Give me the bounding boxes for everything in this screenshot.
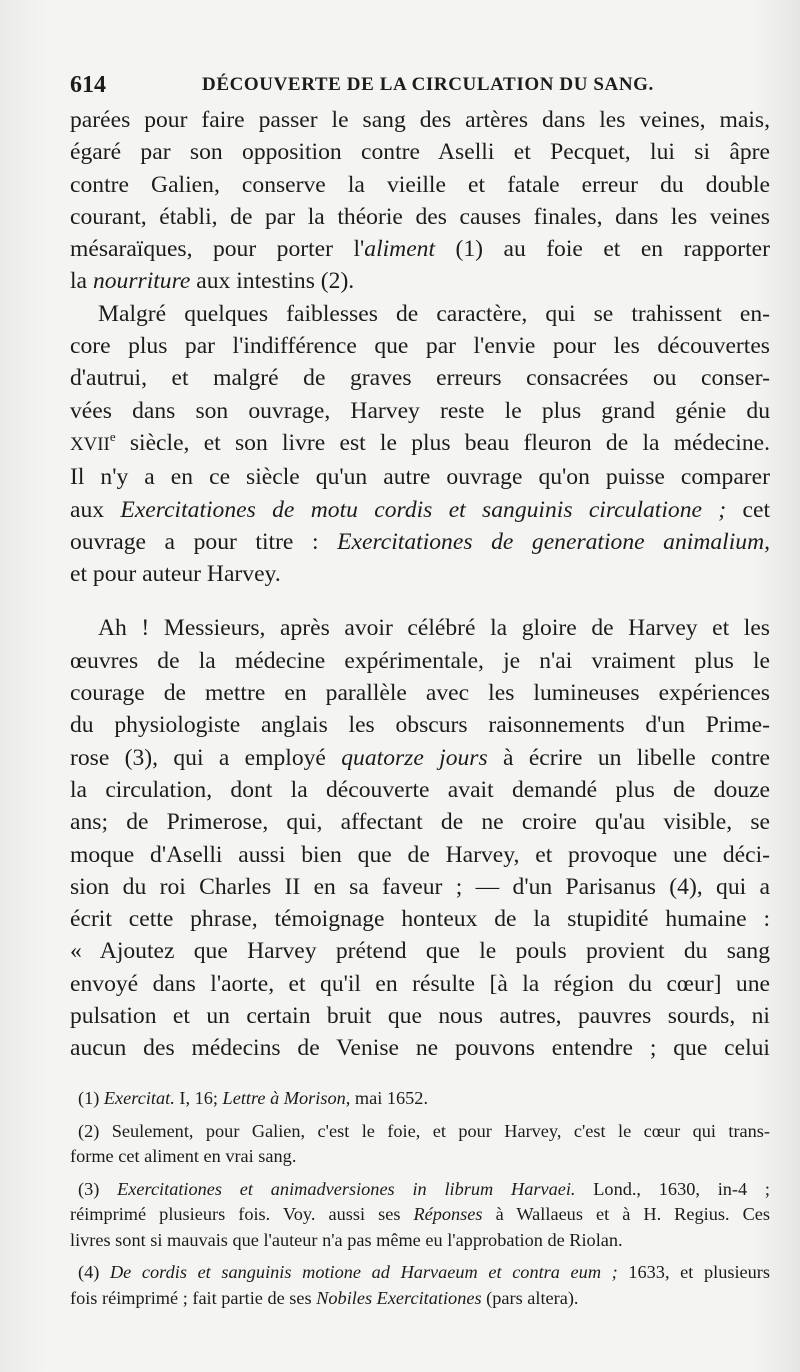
text-line: courant, établi, de par la théorie des causes finales, dans les veines	[70, 203, 770, 230]
text-run: cet	[726, 496, 771, 523]
italic-term: quatorze jours	[341, 744, 488, 771]
text-run: à écrire un libelle contre	[487, 744, 771, 771]
text-line: « Ajoutez que Harvey prétend que le pouls provient du sang	[70, 938, 770, 965]
text-run: siècle, et son livre est le plus beau fleuron de la médecine.	[115, 429, 770, 456]
text-run: (pars altera).	[481, 1287, 579, 1308]
text-line: égaré par son opposition contre Aselli et Pecquet, lui si âpre	[70, 139, 770, 166]
text-run: (1)	[78, 1088, 104, 1108]
text-run: aux	[70, 496, 121, 523]
footnote-1	[70, 1086, 770, 1112]
text-line	[70, 742, 770, 774]
footnote-3-cont	[70, 1202, 770, 1228]
text-run: Lond., 1630, in-4 ;	[575, 1178, 771, 1199]
footnote-4-cont	[70, 1286, 770, 1312]
footnote-2: (2) Seulement, pour Galien, c'est le foie, et pour Harvey, c'est le cœur qui trans-	[78, 1120, 770, 1141]
italic-title: Lettre à Morison	[222, 1088, 346, 1108]
footnote-3-cont: livres sont si mauvais que l'auteur n'a pas même eu l'approbation de Riolan.	[70, 1229, 623, 1250]
italic-title: Exercitationes de generatione animalium,	[337, 528, 771, 555]
text-run: rose (3), qui a employé	[70, 744, 342, 771]
text-line	[70, 233, 770, 265]
text-run: I, 16;	[174, 1088, 223, 1108]
text-line	[70, 427, 770, 461]
text-line: du physiologiste anglais les obscurs raisonnements d'un Prime-	[70, 712, 770, 739]
italic-term: aliment	[364, 236, 436, 263]
text-line: Malgré quelques faiblesses de caractère, qui se trahissent en-	[98, 300, 770, 327]
italic-title: Nobiles Exercitationes	[316, 1287, 482, 1308]
text-line	[70, 494, 770, 526]
text-run: mésaraïques, pour porter l'	[70, 236, 365, 263]
text-line: pulsation et un certain bruit que nous autres, pauvres sourds, ni	[70, 1003, 770, 1030]
page-number: 614	[70, 72, 106, 98]
text-line: sion du roi Charles II en sa faveur ; — d'un Parisanus (4), qui a	[70, 873, 770, 900]
text-run: 1633, et plusieurs	[617, 1262, 770, 1282]
italic-title: Exercitationes et animadversiones in librum Harvaei.	[117, 1178, 576, 1199]
paragraph-3	[70, 612, 770, 1064]
text-run: , mai 1652.	[345, 1088, 429, 1108]
paragraph-2	[70, 298, 770, 591]
text-line: œuvres de la médecine expérimentale, je n'ai vraiment plus le	[70, 647, 770, 674]
footnote-2-cont: forme cet aliment en vrai sang.	[70, 1146, 297, 1166]
footnote-4	[70, 1260, 770, 1286]
footnotes	[70, 1086, 770, 1311]
superscript: e	[109, 429, 116, 445]
italic-title: Réponses	[413, 1204, 483, 1224]
text-line: écrit cette phrase, témoignage honteux de la stupidité humaine :	[70, 906, 770, 933]
text-run: la	[70, 268, 93, 295]
italic-title: De cordis et sanguinis motione ad Harvaeum et contra eum ;	[109, 1262, 618, 1282]
text-line: Ah ! Messieurs, après avoir célébré la gloire de Harvey et les	[98, 615, 770, 642]
century-numeral: XVII	[70, 433, 110, 455]
text-line	[70, 265, 770, 297]
text-line: courage de mettre en parallèle avec les lumineuses expériences	[70, 680, 770, 707]
italic-title: Exercitationes de motu cordis et sanguinis circulatione ;	[120, 496, 727, 523]
body-text	[70, 104, 770, 1065]
text-line: Il n'y a en ce siècle qu'un autre ouvrage qu'on puisse comparer	[70, 464, 770, 491]
italic-title: Exercitat.	[103, 1088, 175, 1108]
text-line: et pour auteur Harvey.	[70, 561, 281, 588]
text-run: réimprimé plusieurs fois. Voy. aussi ses	[70, 1204, 414, 1224]
text-run: à Wallaeus et à H. Regius. Ces	[482, 1204, 770, 1224]
text-line: envoyé dans l'aorte, et qu'il en résulte [à la région du cœur] une	[70, 970, 770, 997]
footnote-3	[70, 1177, 770, 1203]
text-run: (3)	[78, 1178, 118, 1199]
text-line: ans; de Primerose, qui, affectant de ne croire qu'au visible, se	[70, 809, 770, 836]
text-run: (1) au foie et en rapporter	[435, 236, 770, 263]
text-line: contre Galien, conserve la vieille et fatale erreur du double	[70, 171, 770, 198]
text-line: la circulation, dont la découverte avait demandé plus de douze	[70, 776, 770, 803]
paragraph-1	[70, 104, 770, 298]
text-line: vées dans son ouvrage, Harvey reste le plus grand génie du	[70, 397, 770, 424]
page-header	[70, 72, 770, 102]
text-run: fois réimprimé ; fait partie de ses	[70, 1287, 317, 1308]
text-line	[70, 526, 770, 558]
text-line: core plus par l'indifférence que par l'envie pour les découvertes	[70, 333, 770, 360]
running-title: DÉCOUVERTE DE LA CIRCULATION DU SANG.	[202, 74, 654, 95]
paragraph-gap	[70, 590, 770, 612]
text-run: ouvrage a pour titre :	[70, 528, 338, 555]
italic-term: nourriture	[92, 268, 191, 295]
text-line: aucun des médecins de Venise ne pouvons entendre ; que celui	[70, 1035, 770, 1062]
text-line: d'autrui, et malgré de graves erreurs consacrées ou conser-	[70, 365, 770, 392]
text-run: (4)	[78, 1262, 110, 1282]
text-line: moque d'Aselli aussi bien que de Harvey, et provoque une déci-	[70, 841, 770, 868]
text-line: parées pour faire passer le sang des artères dans les veines, mais,	[70, 107, 770, 133]
text-run: aux intestins (2).	[190, 268, 355, 295]
